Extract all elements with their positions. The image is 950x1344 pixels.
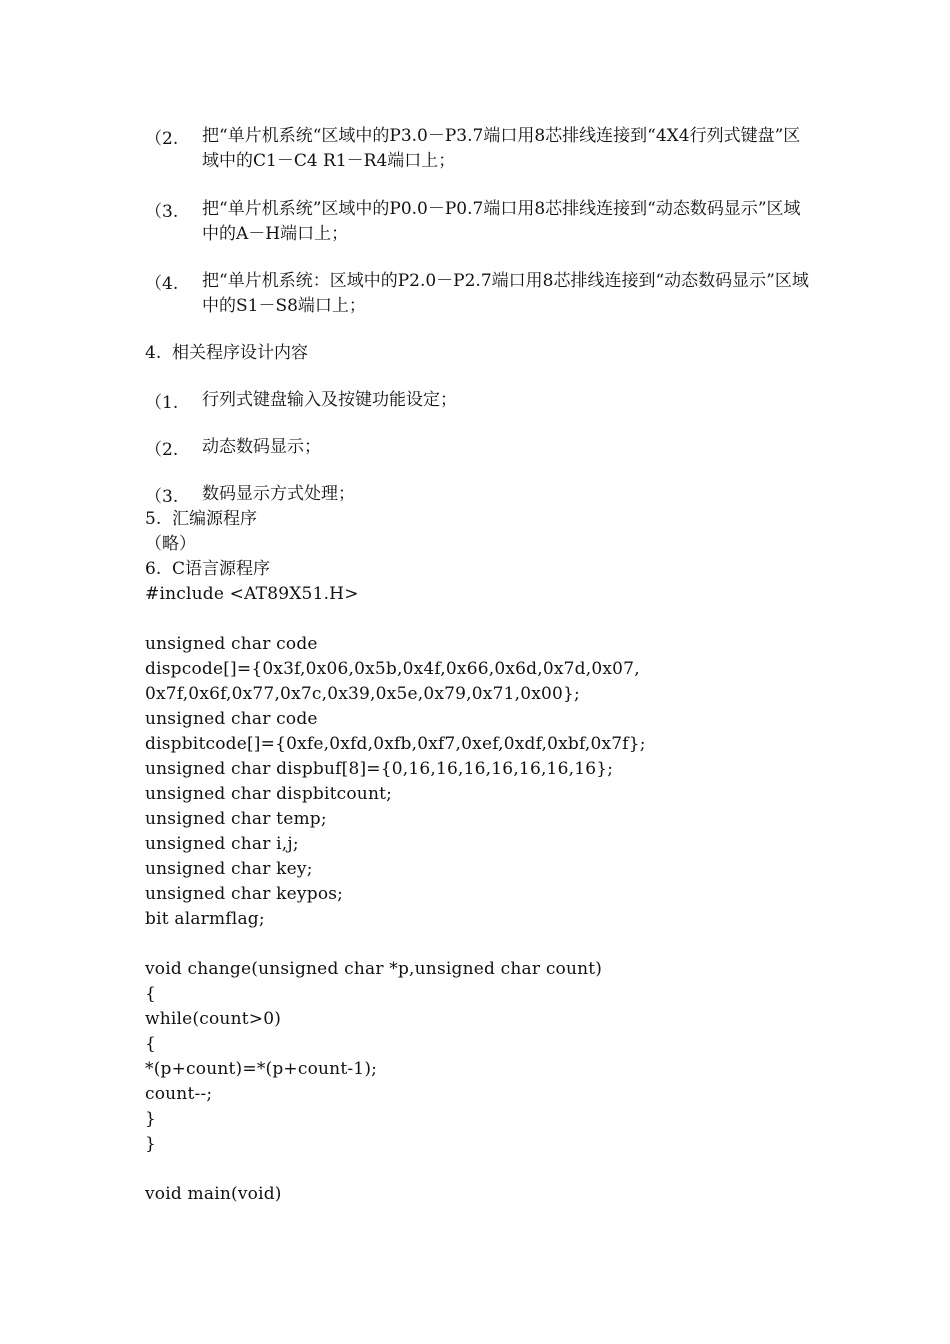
item-text: 数码显示方式处理； [202, 484, 355, 504]
code-line: dispcode[]={0x3f,0x06,0x5b,0x4f,0x66,0x6d,0x7d,0x07, [145, 659, 640, 679]
code-line: 0x7f,0x6f,0x77,0x7c,0x39,0x5e,0x79,0x71,0x00}; [145, 684, 580, 704]
code-line: unsigned char code [145, 634, 318, 654]
item-number: （2. [145, 440, 179, 460]
code-line: } [145, 1109, 157, 1129]
step-text: 把“单片机系统“区域中的P3.0－P3.7端口用8芯排线连接到“4X4行列式键盘”区域中的C1－C4 R1－R4端口上； [202, 126, 801, 171]
code-line: unsigned char dispbitcount; [145, 784, 393, 804]
section-4-heading: 4. 相关程序设计内容 [145, 343, 309, 363]
step-text: 把“单片机系统：区域中的P2.0－P2.7端口用8芯排线连接到“动态数码显示”区域中的S1－S8端口上； [202, 271, 809, 316]
code-line: void change(unsigned char *p,unsigned char count) [145, 959, 603, 979]
item-text: 行列式键盘输入及按键功能设定； [202, 390, 457, 410]
code-line: bit alarmflag; [145, 909, 265, 929]
code-line: #include <AT89X51.H> [145, 584, 359, 604]
code-line: void main(void) [145, 1184, 282, 1204]
section-5-note: （略） [145, 534, 196, 554]
code-line: unsigned char i,j; [145, 834, 299, 854]
code-line: unsigned char key; [145, 859, 313, 879]
code-line: unsigned char keypos; [145, 884, 344, 904]
code-line: } [145, 1134, 157, 1154]
code-line: count--; [145, 1084, 213, 1104]
item-text: 动态数码显示； [202, 437, 321, 457]
step-number: （2. [145, 129, 179, 149]
code-line: unsigned char temp; [145, 809, 327, 829]
item-number: （1. [145, 393, 179, 413]
code-line: *(p+count)=*(p+count-1); [145, 1059, 378, 1079]
code-line: while(count>0) [145, 1009, 282, 1029]
code-line: { [145, 1034, 157, 1054]
code-line: unsigned char code [145, 709, 318, 729]
code-line: dispbitcode[]={0xfe,0xfd,0xfb,0xf7,0xef,0xdf,0xbf,0x7f}; [145, 734, 646, 754]
section-6-heading: 6. C语言源程序 [145, 559, 271, 579]
code-line: { [145, 984, 157, 1004]
item-number: （3. [145, 487, 179, 507]
step-number: （3. [145, 202, 179, 222]
section-5-heading: 5. 汇编源程序 [145, 509, 258, 529]
code-line: unsigned char dispbuf[8]={0,16,16,16,16,16,16,16}; [145, 759, 614, 779]
step-number: （4. [145, 274, 179, 294]
step-text: 把“单片机系统”区域中的P0.0－P0.7端口用8芯排线连接到“动态数码显示”区域中的A－H端口上； [202, 199, 801, 244]
